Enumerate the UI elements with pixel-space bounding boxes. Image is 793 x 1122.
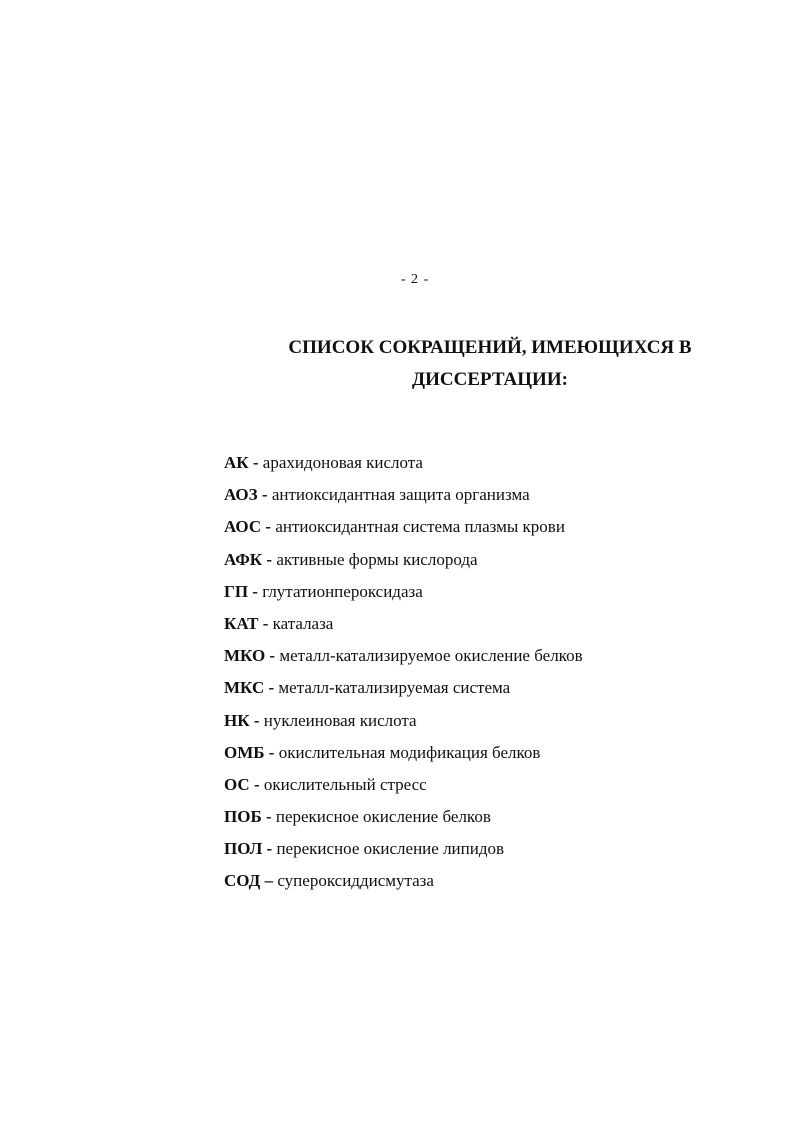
abbreviation-item <box>224 546 583 578</box>
abbreviation-separator: - <box>258 613 273 633</box>
abbreviation-separator: - <box>262 839 277 859</box>
page-title <box>240 332 740 396</box>
abbreviation-definition: окислительная модификация белков <box>278 742 541 762</box>
abbreviation-item <box>224 578 583 610</box>
abbreviation-term: АФК <box>224 549 263 569</box>
abbreviation-item <box>224 803 583 835</box>
abbreviation-term: АОЗ <box>224 485 258 505</box>
abbreviation-definition: металл-катализируемая система <box>278 678 511 698</box>
abbreviation-definition: нуклеиновая кислота <box>263 710 417 730</box>
abbreviation-term: МКО <box>224 646 266 666</box>
abbreviation-term: СОД <box>224 871 261 891</box>
abbreviation-term: НК <box>224 710 250 730</box>
abbreviation-definition: окислительный стресс <box>263 774 427 794</box>
abbreviation-separator: - <box>264 742 279 762</box>
abbreviation-term: ПОБ <box>224 807 262 827</box>
abbreviation-definition: арахидоновая кислота <box>262 453 423 472</box>
abbreviation-definition: антиоксидантная защита организма <box>271 485 530 505</box>
abbreviation-term: АОС <box>224 517 262 537</box>
abbreviation-item <box>224 674 583 706</box>
abbreviation-definition: антиоксидантная система плазмы крови <box>275 517 565 537</box>
abbreviation-definition: супероксиддисмутаза <box>277 871 434 891</box>
abbreviation-separator: - <box>249 710 264 730</box>
abbreviation-item <box>224 867 583 899</box>
page-number: - 2 - <box>400 272 430 287</box>
abbreviation-item <box>224 739 583 771</box>
abbreviation-item <box>224 707 583 739</box>
abbreviation-item <box>224 610 583 642</box>
abbreviation-separator: - <box>248 581 263 601</box>
abbreviation-definition: активные формы кислорода <box>276 549 478 569</box>
title-line-1: СПИСОК СОКРАЩЕНИЙ, ИМЕЮЩИХСЯ В <box>288 336 692 358</box>
abbreviation-item <box>224 513 583 545</box>
abbreviation-list <box>224 449 583 900</box>
abbreviation-separator: - <box>261 807 276 827</box>
abbreviation-definition: глутатионпероксидаза <box>262 581 423 601</box>
abbreviation-item <box>224 771 583 803</box>
abbreviation-separator: - <box>261 517 276 537</box>
abbreviation-separator: - <box>257 485 272 505</box>
abbreviation-definition: каталаза <box>272 613 334 633</box>
abbreviation-definition: металл-катализируемое окисление белков <box>279 646 583 666</box>
abbreviation-item <box>224 449 583 481</box>
abbreviation-definition: перекисное окисление белков <box>275 807 491 827</box>
abbreviation-term: ГП <box>224 581 249 601</box>
abbreviation-term: МКС <box>224 678 265 698</box>
abbreviation-item <box>224 481 583 513</box>
abbreviation-item <box>224 642 583 674</box>
abbreviation-definition: перекисное окисление липидов <box>276 839 505 859</box>
abbreviation-separator: - <box>265 646 280 666</box>
abbreviation-separator: - <box>264 678 279 698</box>
abbreviation-term: АК <box>224 453 249 472</box>
abbreviation-separator: – <box>260 871 278 891</box>
abbreviation-term: ОМБ <box>224 742 265 762</box>
abbreviation-item <box>224 835 583 867</box>
abbreviation-separator: - <box>262 549 277 569</box>
abbreviation-separator: - <box>249 774 264 794</box>
title-line-2: ДИССЕРТАЦИИ: <box>412 368 568 390</box>
abbreviation-term: ОС <box>224 774 250 794</box>
abbreviation-term: КАТ <box>224 613 259 633</box>
abbreviation-separator: - <box>248 453 263 472</box>
abbreviation-term: ПОЛ <box>224 839 263 859</box>
